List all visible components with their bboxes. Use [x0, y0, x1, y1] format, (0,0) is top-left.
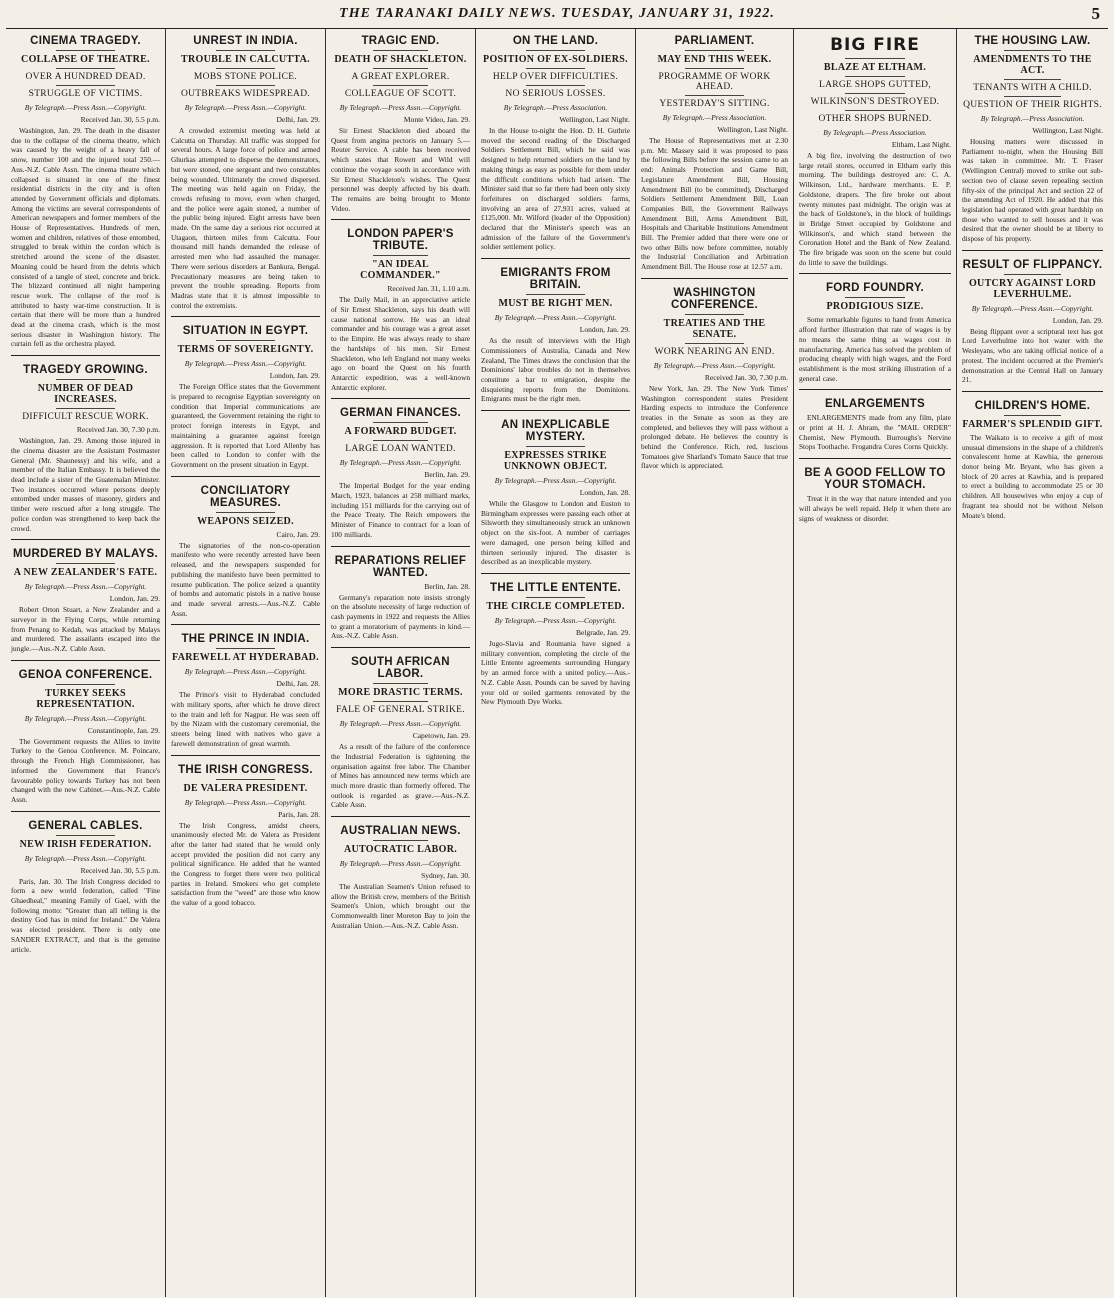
article-subheading: OUTCRY AGAINST LORD LEVERHULME. [968, 277, 1097, 300]
article-subheading: THE CIRCLE COMPLETED. [486, 600, 625, 612]
headline-rule [845, 110, 906, 111]
article-dateline: Wellington, Last Night. [559, 115, 630, 124]
article-dateline: London, Jan. 29. [579, 325, 630, 335]
headline-rule [216, 648, 276, 649]
headline-rule [526, 597, 586, 598]
article-dateline: Berlin, Jan. 28. [424, 581, 470, 591]
article-headline: REPARATIONS RELIEF WANTED. [334, 554, 467, 579]
headline-rule [56, 68, 116, 69]
article-headline: LONDON PAPER'S TRIBUTE. [347, 228, 454, 253]
article [331, 816, 470, 931]
article-subheading: FARMER'S SPLENDID GIFT. [962, 418, 1103, 430]
article [171, 755, 320, 908]
headline-rule [216, 85, 276, 86]
article-subheading: AUTOCRATIC LABOR. [343, 844, 458, 856]
article-dateline: Delhi, Jan. 29. [276, 115, 320, 124]
article [962, 35, 1103, 244]
article-subheading: A NEW ZEALANDER'S FATE. [13, 567, 158, 579]
article-dateline: Wellington, Last Night. [717, 125, 788, 134]
article-dateline: Belgrade, Jan. 29. [576, 627, 630, 637]
article-headline: RESULT OF FLIPPANCY. [962, 258, 1103, 271]
article-subheading: WORK NEARING AN END. [654, 346, 775, 357]
article-dateline: Constantinople, Jan. 29. [87, 725, 160, 735]
article [331, 647, 470, 810]
headline-rule [526, 294, 586, 295]
article-body: Housing matters were discussed in Parliament to-night, when the Housing Bill was taken in committee. Mr. T. Fraser (Wellington Central) moved to strike out sub-section two of clause seven repealing section fifty-six of the principal Act and section 22 of the amending Act of 1920. He added that this legislation had operated with great hardship on those who wanted to sell houses and it was desired that the owner should be at liberty to dispose of his property. [962, 137, 1103, 244]
article-body: The Daily Mail, in an appreciative article of Sir Ernest Shackleton, says his death will cause national sorrow. He was an ideal commander and his courage was a great asset to the Empire. He was always ready to share the hardships of his men. Sir Ernest Shackleton, who left England not many weeks ago on board the Quest on his fourth Antarctic expedition, was a well-known Antarctic explorer. [331, 295, 470, 392]
article-byline: By Telegraph.—Press Association. [980, 114, 1085, 123]
column-5 [636, 29, 794, 1297]
article-headline: GENOA CONFERENCE. [18, 668, 153, 681]
article-dateline: Paris, Jan. 28. [278, 809, 320, 819]
article-byline: By Telegraph.—Press Assn.—Copyright. [184, 359, 307, 369]
article [799, 389, 951, 452]
article-subheading: COLLAPSE OF THEATRE. [21, 54, 150, 65]
article-headline: BE A GOOD FELLOW TO YOUR STOMACH. [804, 467, 946, 492]
article-body: Sir Ernest Shackleton died aboard the Quest from angina pectoris on January 5.—Reuter Service. A cable has been received which states that Rowett and Wild will continue the voyage south in accordance with Sir Ernest Shackleton's wishes. The Quest personnel was deeply affected by his death. The remains are being brought to Monte Video. [331, 126, 470, 213]
article-subheading: COLLEAGUE OF SCOTT. [344, 89, 457, 99]
article [331, 219, 470, 392]
article-headline: TRAGIC END. [361, 35, 440, 47]
article-headline: PARLIAMENT. [674, 35, 755, 47]
headline-rule [1004, 79, 1060, 80]
article-body: Some remarkable figures to hand from America afford further illustration that rate of wages is by no means the same thing as wages cost in manufacturing. America has solved the problem of producing cheaply with high wages, and the Ford establishment is the most striking illustration of a general case. [799, 315, 951, 383]
article-headline: TRAGEDY GROWING. [23, 364, 148, 377]
column-6 [794, 29, 957, 1297]
article-subheading: LARGE LOAN WANTED. [345, 444, 456, 455]
article-subheading: A FORWARD BUDGET. [344, 426, 457, 438]
article-byline: By Telegraph.—Press Assn.—Copyright. [653, 360, 776, 370]
article-dateline: Eltham, Last Night. [891, 140, 951, 149]
article-subheading: TREATIES AND THE SENATE. [663, 317, 766, 340]
article-headline: ENLARGEMENTS [824, 398, 926, 411]
article-subheading: HELP OVER DIFFICULTIES. [492, 72, 619, 82]
article [11, 355, 160, 533]
article [171, 624, 320, 748]
article-dateline: Berlin, Jan. 29. [424, 470, 470, 480]
article [171, 35, 320, 310]
article-body: In the House to-night the Hon. D. H. Guthrie moved the second reading of the Discharged Soldiers Settlement Bill, which he said was designed to help returned soldiers on the land by making things as easy as possible for them under the difficult conditions which had arisen. The Minister said that so far there had been only sixty forfeitures on discharged soldiers farms, involving an area of 27,931 acres, valued at £125,000. Mr. Wilford (leader of the Opposition) declared that the Minister's speech was an admission of the failure of the Government's soldier settlement policy. [481, 126, 630, 252]
article-dateline: Received Jan. 30, 5.5 p.m. [80, 865, 160, 875]
article-headline: GENERAL CABLES. [28, 819, 143, 832]
article-byline: By Telegraph.—Press Assn.—Copyright. [971, 303, 1094, 313]
headline-rule [845, 58, 906, 59]
article-headline: GERMAN FINANCES. [339, 407, 462, 420]
article-headline: THE PRINCE IN INDIA. [181, 633, 310, 646]
article [481, 35, 630, 252]
article [962, 391, 1103, 520]
article-body: The Australian Seamen's Union refused to allow the British crew, members of the British Seamen's Union, which brought out the Commonwealth liner Moreton Bay to join the Australian Union.—Aus.-N.Z. Cable Assn. [331, 882, 470, 930]
article-dateline: Monte Video, Jan. 29. [403, 115, 470, 124]
article-subheading: A GREAT EXPLORER. [351, 72, 450, 82]
article-body: Paris, Jan. 30. The Irish Congress decided to form a new world federation, called "Fine Ghaedheal," meaning Family of Gael, with the following motto: "Greater than all telling is the destiny God has in mind for Ireland." De Valera was elected president. There is only one SANDER EXTRACT, and that is the genuine article. [11, 876, 160, 954]
column-2 [166, 29, 326, 1297]
article-dateline: London, Jan. 28. [579, 488, 630, 498]
article-body: The signatories of the non-co-operation manifesto who were recently arrested have been released, and the newspapers suspended for publishing the manifesto have been permitted to resume publication. The police seized a quantity of bombs and automatic pistols in a native house and made several arrests.—Aus.-N.Z. Cable Assn. [171, 540, 320, 618]
article-body: While the Glasgow to London and Euston to Birmingham expresses were passing each other at Silsworth they simultaneously struck an unknown object on the six-foot. A number of carriages were damaged, one person being killed and thirteen seriously injured. The disaster is described as an inexplicable mystery. [481, 499, 630, 567]
headline-rule [845, 93, 906, 94]
columns [6, 29, 1108, 1297]
article [11, 35, 160, 349]
article-body: The House of Representatives met at 2.30 p.m. Mr. Massey said it was proposed to pass the following Bills before the session came to an end: Animals Protection and Game Bill, Legislature Amendment Bill, Housing Amendment Bill (to be committed), Discharged Soldiers Settlement Amendment Bill, Loan Companies Bill, the Government Railways Amendment Bill, Arms Amendment Bill, Hospitals and Charitable Institutions Amendment Bill. The Premier added that there were one or two other Bills now before committee, notably the Industrial Conciliation and Arbitration Amendment Bill. The House rose at 12.57 a.m. [641, 136, 788, 272]
article [799, 458, 951, 523]
article-body: Robert Orton Stuart, a New Zealander and a surveyor in the Flying Corps, while returning from Penang to Kedah, was attacked by Malays and murdered. The assailants escaped into the jungle.—Aus.-N.Z. Cable Assn. [11, 605, 160, 654]
article-subheading: STRUGGLE OF VICTIMS. [28, 89, 143, 99]
article-subheading: DE VALERA PRESIDENT. [183, 782, 308, 794]
headline-rule [56, 50, 116, 51]
article-subheading: OUTBREAKS WIDESPREAD. [180, 89, 311, 99]
article-subheading: WILKINSON'S DESTROYED. [810, 97, 940, 107]
article-subheading: "AN IDEAL COMMANDER." [360, 259, 441, 282]
article-subheading: WEAPONS SEIZED. [197, 515, 294, 527]
article-body: Washington, Jan. 29. The death in the disaster due to the collapse of the cinema theatre, which was caused by the weight of a heavy fall of snow, number 100 and the injured total 250.—Aus.-N.Z. Cable Assn. The cinema theatre which collapsed is situated in one of the finest residential districts in the city and is often attended by Government officials and diplomats. Among the victims are several correspondents of American newspapers and former members of the House of Representatives. Hundreds of men, women and children, relatives of those entombed, struggled to break within the cordon which is stretched around the scene of the disaster. Moaning could be heard from the debris which consisted of a tangle of steel, concrete and brick. The blizzard continued all night hampering rescue work. The collapse of the roof is attributed to hasty war-time construction. It is certain that there will be more than a hundred dead at the cinema crash, which is the most serious disaster in Washington history. The curtain fell as the orchestra played. [11, 126, 160, 349]
article-dateline: Delhi, Jan. 28. [276, 679, 320, 689]
headline-rule [1004, 415, 1060, 416]
article [11, 539, 160, 654]
article [11, 660, 160, 805]
article-subheading: NO SERIOUS LOSSES. [505, 89, 606, 99]
article-dateline: London, Jan. 29. [1052, 315, 1103, 325]
article-headline: BIG FIRE [830, 35, 920, 55]
article-byline: By Telegraph.—Press Assn.—Copyright. [24, 713, 147, 723]
article-subheading: QUESTION OF THEIR RIGHTS. [963, 100, 1102, 110]
article-headline: MURDERED BY MALAYS. [13, 548, 158, 561]
headline-rule [685, 68, 744, 69]
headline-rule [56, 379, 116, 380]
article-body: Washington, Jan. 29. Among those injured in the cinema disaster are the Assistant Postmaster General (Mr. Shaunessy) and his wife, and a member of the Italian Embassy. It is believed the dead include a sister of the Guatemalan Minister. Two instances occurred where persons deeply entombed under masses of masonry, girders and timber were rescued after a long struggle. The police cordon was strengthened to keep back the crowd. [11, 436, 160, 533]
article-body: The Imperial Budget for the year ending March, 1923, balances at 258 milliard marks, including 151 milliards for the carrying out of the Peace Treaty. The Reich empowers the Minister of Finance to contract for a loan of 100 milliards. [331, 481, 470, 539]
article-dateline: London, Jan. 29. [109, 594, 160, 604]
article-subheading: POSITION OF EX-SOLDIERS. [483, 54, 628, 65]
headline-rule [373, 68, 429, 69]
article-headline: UNREST IN INDIA. [193, 35, 298, 47]
headline-rule [216, 50, 276, 51]
article [799, 273, 951, 383]
article-byline: By Telegraph.—Press Assn.—Copyright. [339, 458, 462, 468]
article-headline: AUSTRALIAN NEWS. [340, 825, 461, 838]
article [641, 35, 788, 272]
article-byline: By Telegraph.—Press Assn.—Copyright. [494, 476, 617, 486]
headline-rule [373, 85, 429, 86]
headline-rule [1004, 96, 1060, 97]
article-headline: FORD FOUNDRY. [825, 282, 925, 295]
headline-rule [526, 446, 586, 447]
article-subheading: PROGRAMME OF WORK AHEAD. [658, 72, 771, 92]
article-byline: By Telegraph.—Press Assn.—Copyright. [339, 859, 462, 869]
article-subheading: MORE DRASTIC TERMS. [338, 687, 463, 699]
page-number: 5 [1091, 4, 1100, 23]
article-body: The Prince's visit to Hyderabad concluded with military sports, after which he drove direct to the train and left for Nagpur. He was seen off by the Nizam with the customary ceremonial, the streets being lined with natives who gave a farewell demonstration of great warmth. [171, 690, 320, 748]
article-headline: AN INEXPLICABLE MYSTERY. [501, 419, 610, 444]
headline-rule [685, 95, 744, 96]
article-dateline: London, Jan. 29. [269, 371, 320, 381]
article-body: As a result of the failure of the conference the Industrial Federation is tightening the organisation against free labor. The Chamber of Mines has announced new terms which are much more drastic than formerly offered. The outlook is regarded as grave.—Aus.-N.Z. Cable Assn. [331, 742, 470, 810]
article-body: The Government requests the Allies to invite Turkey to the Genoa Conference. M. Poincare, through the French High Commissioner, has informed the Government that France's favourable policy towards Turkey has not been changed with the new Cabinet.—Aus.-N.Z. Cable Assn. [11, 736, 160, 804]
article-headline: CINEMA TRAGEDY. [30, 35, 141, 47]
article-body: The Waikato is to receive a gift of most unusual dimensions in the shape of a children's convalescent home at Kawhia, the generous donor being Mr. Bryant, who has given a block of 20 acres at Kawhia, and is prepared to erect a building to accommodate 25 or 30 children. All housewives who enjoy a cup of fragrant tea should not be without Nelson Moate's blend. [962, 432, 1103, 520]
article-byline: By Telegraph.—Press Assn.—Copyright. [494, 313, 617, 323]
headline-rule [373, 683, 429, 684]
article [11, 811, 160, 955]
headline-rule [216, 340, 276, 341]
article [331, 546, 470, 642]
article-dateline: Sydney, Jan. 30. [421, 871, 470, 881]
article-subheading: DEATH OF SHACKLETON. [334, 54, 467, 65]
headline-rule [56, 563, 116, 564]
article [171, 316, 320, 469]
article-subheading: TURKEY SEEKS REPRESENTATION. [36, 687, 135, 710]
article-headline: ON THE LAND. [512, 35, 599, 47]
article-dateline: Cairo, Jan. 29. [276, 529, 320, 539]
masthead [6, 0, 1108, 29]
headline-rule [373, 50, 429, 51]
headline-rule [373, 422, 429, 423]
article-byline: By Telegraph.—Press Assn.—Copyright. [184, 797, 307, 807]
article-byline: By Telegraph.—Press Assn.—Copyright. [339, 719, 462, 729]
article [481, 258, 630, 404]
article-headline: SOUTH AFRICAN LABOR. [351, 656, 450, 681]
article-body: New York, Jan. 29. The New York Times' Washington correspondent states President Harding expects to introduce the Conference treaties in the Senate as soon as they are completed, and believes they will pass without a prolonged debate. He believes the country is behind the Conference. Rich, red, luscious Tomatoes give Sharland's Tomato Sauce that true flavor which is appreciated. [641, 383, 788, 471]
article-body: Treat it in the way that nature intended and you will always be well repaid. Help it when there are signs of weakness or disorder. [799, 494, 951, 523]
article-subheading: NEW IRISH FEDERATION. [19, 838, 152, 850]
article-subheading: NUMBER OF DEAD INCREASES. [37, 383, 134, 406]
headline-rule [526, 85, 586, 86]
article-body: ENLARGEMENTS made from any film, plate or print at H. J. Abram, the "MAIL ORDER" Chemist, New Plymouth. Burroughs's Nervine Stops Toothache. Frogandra Cures Corns Quickly. [799, 413, 951, 452]
article-byline: By Telegraph.—Press Association. [823, 128, 927, 137]
headline-rule [685, 314, 744, 315]
article-headline: EMIGRANTS FROM BRITAIN. [500, 267, 611, 292]
headline-rule [845, 76, 906, 77]
article-headline: THE IRISH CONGRESS. [178, 763, 313, 776]
article-headline: THE HOUSING LAW. [974, 35, 1091, 47]
article-subheading: MAY END THIS WEEK. [657, 54, 772, 65]
article-headline: CHILDREN'S HOME. [974, 399, 1091, 412]
article-subheading: BLAZE AT ELTHAM. [823, 62, 927, 73]
article [962, 250, 1103, 385]
article-subheading: FALE OF GENERAL STRIKE. [336, 705, 465, 716]
headline-rule [216, 512, 276, 513]
headline-rule [685, 50, 744, 51]
article-headline: SITUATION IN EGYPT. [182, 325, 309, 338]
article-subheading: MUST BE RIGHT MEN. [498, 298, 613, 310]
article-body: As the result of interviews with the High Commissioners of Australia, Canada and New Zealand, The Times draws the conclusion that the Dominions' labor troubles do not in themselves constitute a bar to emigration, despite the disquieting reports from the Dominions. Emigrants must be the right men. [481, 336, 630, 404]
article [481, 410, 630, 567]
article-headline: THE LITTLE ENTENTE. [490, 581, 621, 594]
article-subheading: AMENDMENTS TO THE ACT. [973, 54, 1092, 76]
article-body: The Irish Congress, amidst cheers, unanimously elected Mr. de Valera as President after the latter had stated that he would only accept provided the position did not carry any political significance. He added that he wanted the Congress to forget there were two political parties in Ireland. Smokers who get complete satisfaction from the "weed" are those who know the value of a good tobacco. [171, 820, 320, 908]
article-byline: By Telegraph.—Press Assn.—Copyright. [184, 103, 307, 112]
headline-rule [526, 50, 586, 51]
headline-rule [1004, 274, 1060, 275]
headline-rule [845, 297, 906, 298]
article-byline: By Telegraph.—Press Assn.—Copyright. [24, 853, 147, 863]
article-subheading: EXPRESSES STRIKE UNKNOWN OBJECT. [503, 450, 608, 473]
article-subheading: FAREWELL AT HYDERABAD. [172, 652, 319, 664]
article [481, 573, 630, 707]
column-3 [326, 29, 476, 1297]
article [641, 278, 788, 471]
article-subheading: DIFFICULT RESCUE WORK. [22, 412, 149, 423]
column-7 [957, 29, 1108, 1297]
headline-rule [216, 68, 276, 69]
headline-rule [56, 684, 116, 685]
article-body: The Foreign Office states that the Government is prepared to recognise Egyptian sovereignty on condition that Imperial communications are guaranteed, the Government retaining the right to protect foreign interests in Egypt, and maintaining a guarantee against foreign aggression. It is reported that Lord Allenby has been called to London to confer with the Government on the present situation in Egypt. [171, 382, 320, 469]
article-byline: By Telegraph.—Press Assn.—Copyright. [24, 582, 147, 592]
article [171, 476, 320, 619]
article-byline: By Telegraph.—Press Assn.—Copyright. [24, 103, 147, 112]
article-byline: By Telegraph.—Press Association. [503, 103, 608, 112]
article-subheading: PRODIGIOUS SIZE. [826, 301, 924, 313]
article-dateline: Received Jan. 30, 7.30 p.m. [76, 425, 160, 435]
article-subheading: TERMS OF SOVEREIGNTY. [177, 344, 314, 356]
column-4 [476, 29, 636, 1297]
headline-rule [373, 440, 429, 441]
article-body: A big fire, involving the destruction of two large retail stores, occurred in Eltham early this morning. The buildings destroyed are: C. A. Wilkinson, Ltd., hardware merchants. E. P. Goldstone, drapers. The fire broke out about twenty minutes past midnight. The origin was at the back of Goldstone's, in the block of buildings in Bridge Street occupied by Goldstone and Wilkinson's, and which stand between the Coronation Hotel and the Bank of New Zealand. The fire brigade was soon on the scene but could do little to save the buildings. [799, 151, 951, 267]
article [331, 35, 470, 213]
article-byline: By Telegraph.—Press Assn.—Copyright. [494, 615, 617, 625]
article-dateline: Received Jan. 30, 5.5 p.m. [80, 115, 160, 124]
headline-rule [373, 701, 429, 702]
article-dateline: Capetown, Jan. 29. [412, 731, 470, 741]
headline-rule [1004, 50, 1060, 51]
article-dateline: Received Jan. 30, 7.30 p.m. [704, 372, 788, 382]
article-headline: WASHINGTON CONFERENCE. [670, 286, 758, 311]
article [331, 398, 470, 539]
article-byline: By Telegraph.—Press Assn.—Copyright. [184, 667, 307, 677]
article-body: Germany's reparation note insists strongly on the absolute necessity of large reduction of cash payments in 1922 and requests the Allies to grant a moratorium of payments in kind.—Aus.-N.Z. Cable Assn. [331, 592, 470, 641]
headline-rule [685, 343, 744, 344]
article-body: A crowded extremist meeting was held at Calcutta on Thursday. All traffic was stopped for several hours. A large force of police and armed Ghurkas attempted to disperse the demonstrators, but were stoned, one sergeant and two constables being wounded. Ultimately the crowd dispersed. The meeting was held again on Friday, the crowds refusing to move, even when charged, and the police were again stoned, a number of the public being injured. Eight arrests have been made. On the same day a serious riot occurred at Utagaon, thirteen miles from Calcutta. Four thousand mill hands demanded the release of arrested men who had assaulted the manager. There were serious disorders at Bankura, Bengal. Precautionary measures are being taken to prevent the trouble spreading. Reports from Madras state that it is almost impossible to control the extremists. [171, 126, 320, 310]
article-subheading: TROUBLE IN CALCUTTA. [181, 54, 310, 65]
article-byline: By Telegraph.—Press Association. [662, 113, 767, 122]
masthead-title: THE TARANAKI DAILY NEWS. TUESDAY, JANUARY 31, 1922. [339, 6, 775, 21]
headline-rule [373, 840, 429, 841]
headline-rule [56, 835, 116, 836]
article-subheading: YESTERDAY'S SITTING. [659, 99, 770, 109]
article-dateline: Received Jan. 31, 1.10 a.m. [387, 284, 470, 294]
article-headline: CONCILIATORY MEASURES. [200, 484, 291, 509]
headline-rule [56, 85, 116, 86]
headline-rule [526, 68, 586, 69]
headline-rule [56, 408, 116, 409]
column-1 [6, 29, 166, 1297]
article-subheading: OVER A HUNDRED DEAD. [25, 72, 146, 82]
article [799, 35, 951, 267]
article-subheading: MOBS STONE POLICE. [193, 72, 298, 82]
article-byline: By Telegraph.—Press Assn.—Copyright. [339, 103, 462, 112]
article-subheading: OTHER SHOPS BURNED. [818, 114, 932, 124]
headline-rule [216, 779, 276, 780]
article-subheading: TENANTS WITH A CHILD. [973, 83, 1092, 93]
article-subheading: LARGE SHOPS GUTTED, [818, 80, 932, 90]
article-body: Being flippant over a scriptural text has got Lord Leverhulme into hot water with the Wesleyans, who are taking official notice of a protest. The incident occurred at the Premier's demonstration at the Central Hall on January 21. [962, 326, 1103, 385]
article-body: Jugo-Slavia and Roumania have signed a military convention, completing the circle of the Little Entente agreements surrounding Hungary by an armed force with a united policy.—Aus.-N.Z. Cable Assn. Pounds can be saved by having your old or soiled garments renovated by the New Plymouth Dye Works. [481, 638, 630, 707]
headline-rule [373, 255, 429, 256]
article-dateline: Wellington, Last Night. [1032, 126, 1103, 135]
